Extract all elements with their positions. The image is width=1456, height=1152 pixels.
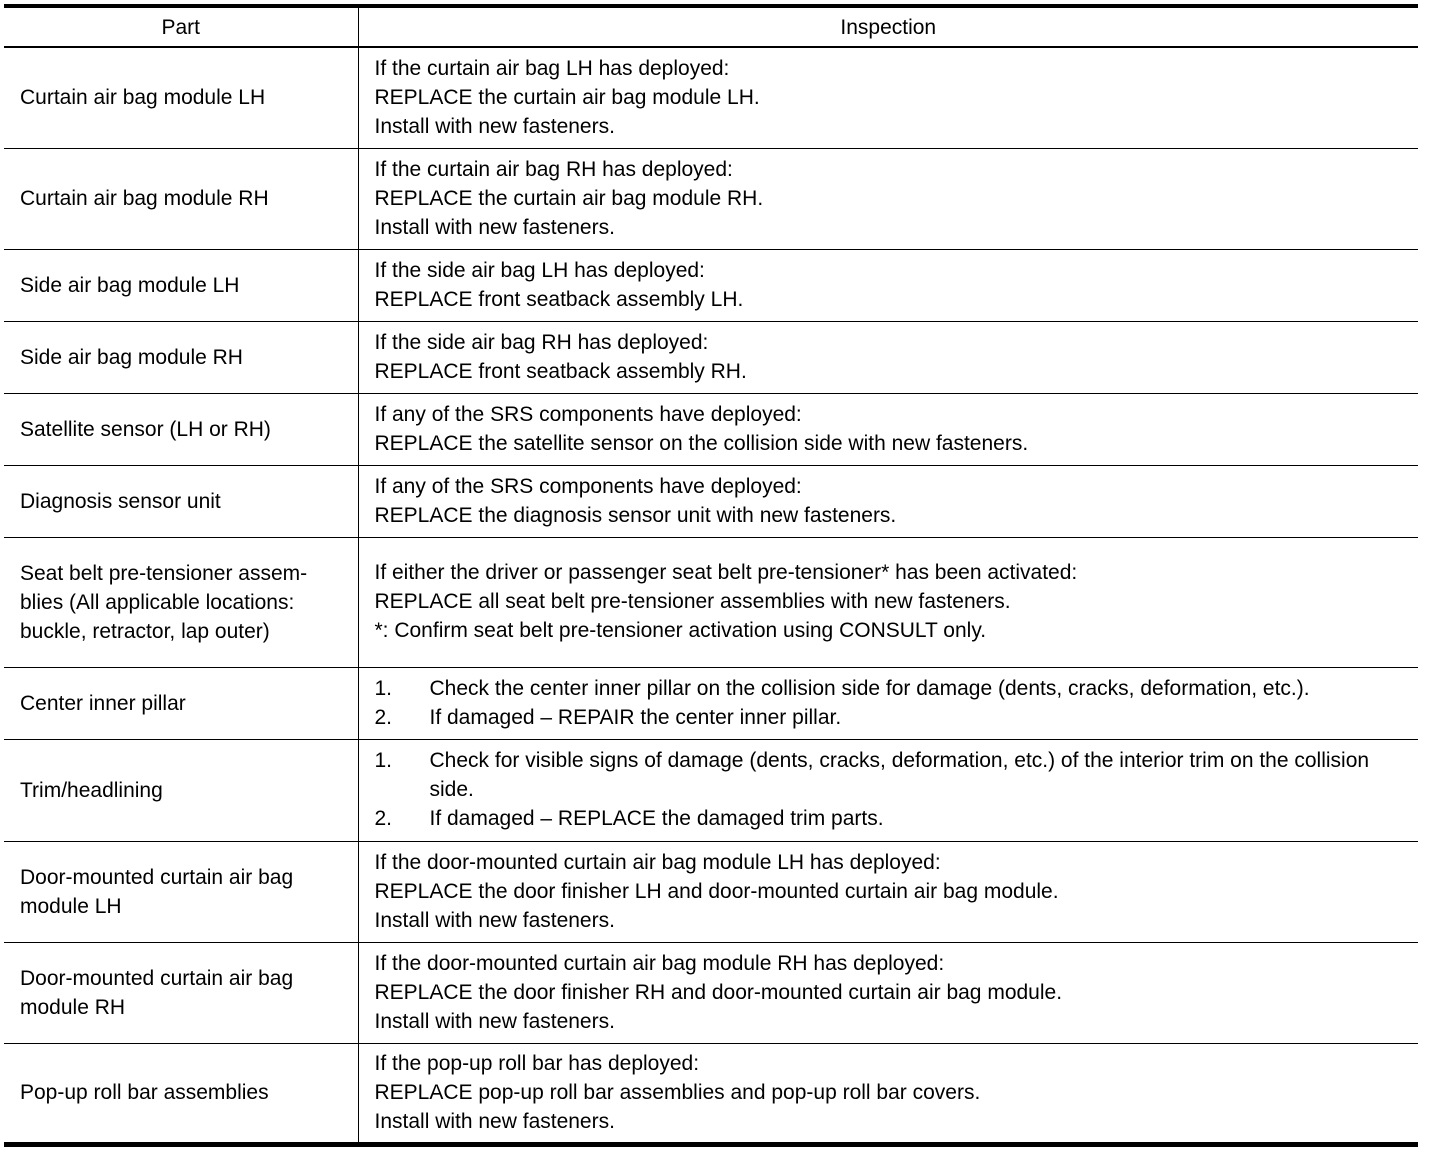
step-text: Check for visible signs of damage (dents, cracks, deformation, etc.) of the interior trim on the collision side. bbox=[429, 749, 1370, 801]
inspection-line: *: Confirm seat belt pre-tensioner activation using CONSULT only. bbox=[374, 619, 987, 642]
inspection-line: If the door-mounted curtain air bag module LH has deployed: bbox=[374, 850, 941, 874]
inspection-line: Install with new fasteners. bbox=[374, 1009, 615, 1033]
inspection-column-header: Inspection bbox=[840, 15, 937, 39]
inspection-cell bbox=[358, 321, 1418, 393]
inspection-cell bbox=[358, 465, 1418, 537]
inspection-line: If the side air bag LH has deployed: bbox=[374, 258, 705, 282]
part-column-header: Part bbox=[4, 6, 358, 47]
table-row bbox=[4, 148, 1418, 249]
table-body bbox=[4, 47, 1418, 1144]
inspection-line: REPLACE the door finisher RH and door-mounted curtain air bag module. bbox=[374, 980, 1063, 1004]
table-header bbox=[4, 6, 1418, 47]
inspection-steps bbox=[375, 746, 1415, 833]
inspection-table bbox=[4, 4, 1418, 1147]
table-row bbox=[4, 942, 1418, 1043]
inspection-line: REPLACE the curtain air bag module RH. bbox=[374, 186, 764, 210]
inspection-cell bbox=[358, 739, 1418, 841]
part-cell: Side air bag module LH bbox=[4, 249, 358, 321]
inspection-cell bbox=[358, 537, 1418, 667]
inspection-line: REPLACE front seatback assembly LH. bbox=[374, 287, 744, 311]
step-text: If damaged – REPLACE the damaged trim parts. bbox=[429, 807, 884, 830]
inspection-line: If the pop-up roll bar has deployed: bbox=[374, 1051, 700, 1075]
inspection-cell bbox=[358, 393, 1418, 465]
table-row bbox=[4, 667, 1418, 739]
part-cell: Door-mounted curtain air bag module LH bbox=[4, 841, 358, 942]
inspection-table-container bbox=[4, 4, 1418, 1147]
part-cell: Seat belt pre-tensioner assem-blies (All applicable locations: buckle, retractor, lap outer) bbox=[4, 537, 358, 667]
table-row bbox=[4, 1043, 1418, 1144]
inspection-line: REPLACE the satellite sensor on the collision side with new fasteners. bbox=[374, 431, 1029, 455]
table-row bbox=[4, 537, 1418, 667]
part-cell: Door-mounted curtain air bag module RH bbox=[4, 942, 358, 1043]
inspection-line: REPLACE the curtain air bag module LH. bbox=[374, 85, 760, 109]
step-number: 1. bbox=[374, 749, 393, 772]
step-item bbox=[375, 804, 1415, 833]
step-number: 2. bbox=[374, 705, 393, 729]
inspection-cell bbox=[358, 942, 1418, 1043]
step-item bbox=[375, 674, 1415, 703]
table-row bbox=[4, 465, 1418, 537]
inspection-cell bbox=[358, 47, 1418, 148]
step-text: Check the center inner pillar on the collision side for damage (dents, cracks, deformation, etc.). bbox=[429, 676, 1310, 700]
inspection-line: If any of the SRS components have deployed: bbox=[374, 474, 802, 498]
part-cell: Curtain air bag module RH bbox=[4, 148, 358, 249]
inspection-cell bbox=[358, 249, 1418, 321]
part-cell: Curtain air bag module LH bbox=[4, 47, 358, 148]
inspection-line: If the door-mounted curtain air bag module RH has deployed: bbox=[374, 951, 945, 975]
inspection-line: If any of the SRS components have deployed: bbox=[374, 402, 802, 426]
table-row bbox=[4, 393, 1418, 465]
step-item bbox=[375, 703, 1415, 732]
inspection-cell bbox=[358, 1043, 1418, 1144]
part-cell: Satellite sensor (LH or RH) bbox=[4, 393, 358, 465]
inspection-line: REPLACE the door finisher LH and door-mounted curtain air bag module. bbox=[374, 879, 1059, 903]
part-cell: Diagnosis sensor unit bbox=[4, 465, 358, 537]
inspection-line: REPLACE all seat belt pre-tensioner assemblies with new fasteners. bbox=[374, 590, 1011, 613]
inspection-cell bbox=[358, 667, 1418, 739]
inspection-line: Install with new fasteners. bbox=[374, 1109, 615, 1133]
inspection-line: Install with new fasteners. bbox=[374, 215, 615, 239]
header-row bbox=[4, 6, 1418, 47]
step-number: 1. bbox=[374, 676, 393, 700]
inspection-cell bbox=[358, 148, 1418, 249]
inspection-line: Install with new fasteners. bbox=[374, 114, 615, 138]
inspection-line: Install with new fasteners. bbox=[374, 908, 615, 932]
inspection-line: REPLACE front seatback assembly RH. bbox=[374, 359, 747, 383]
inspection-line: REPLACE pop-up roll bar assemblies and pop-up roll bar covers. bbox=[374, 1080, 981, 1104]
part-cell: Pop-up roll bar assemblies bbox=[4, 1043, 358, 1144]
inspection-line: If the side air bag RH has deployed: bbox=[374, 330, 709, 354]
table-row bbox=[4, 739, 1418, 841]
table-row bbox=[4, 47, 1418, 148]
inspection-line: If the curtain air bag RH has deployed: bbox=[374, 157, 733, 181]
part-cell: Center inner pillar bbox=[4, 667, 358, 739]
inspection-steps bbox=[375, 674, 1415, 732]
inspection-line: REPLACE the diagnosis sensor unit with new fasteners. bbox=[374, 503, 897, 527]
inspection-cell bbox=[358, 841, 1418, 942]
part-cell: Trim/headlining bbox=[4, 739, 358, 841]
table-row bbox=[4, 321, 1418, 393]
part-cell: Side air bag module RH bbox=[4, 321, 358, 393]
step-text: If damaged – REPAIR the center inner pillar. bbox=[429, 705, 842, 729]
step-number: 2. bbox=[374, 807, 393, 830]
step-item bbox=[375, 746, 1415, 804]
table-row bbox=[4, 249, 1418, 321]
inspection-line: If either the driver or passenger seat belt pre-tensioner* has been activated: bbox=[374, 561, 1078, 584]
table-row bbox=[4, 841, 1418, 942]
inspection-line: If the curtain air bag LH has deployed: bbox=[374, 56, 730, 80]
